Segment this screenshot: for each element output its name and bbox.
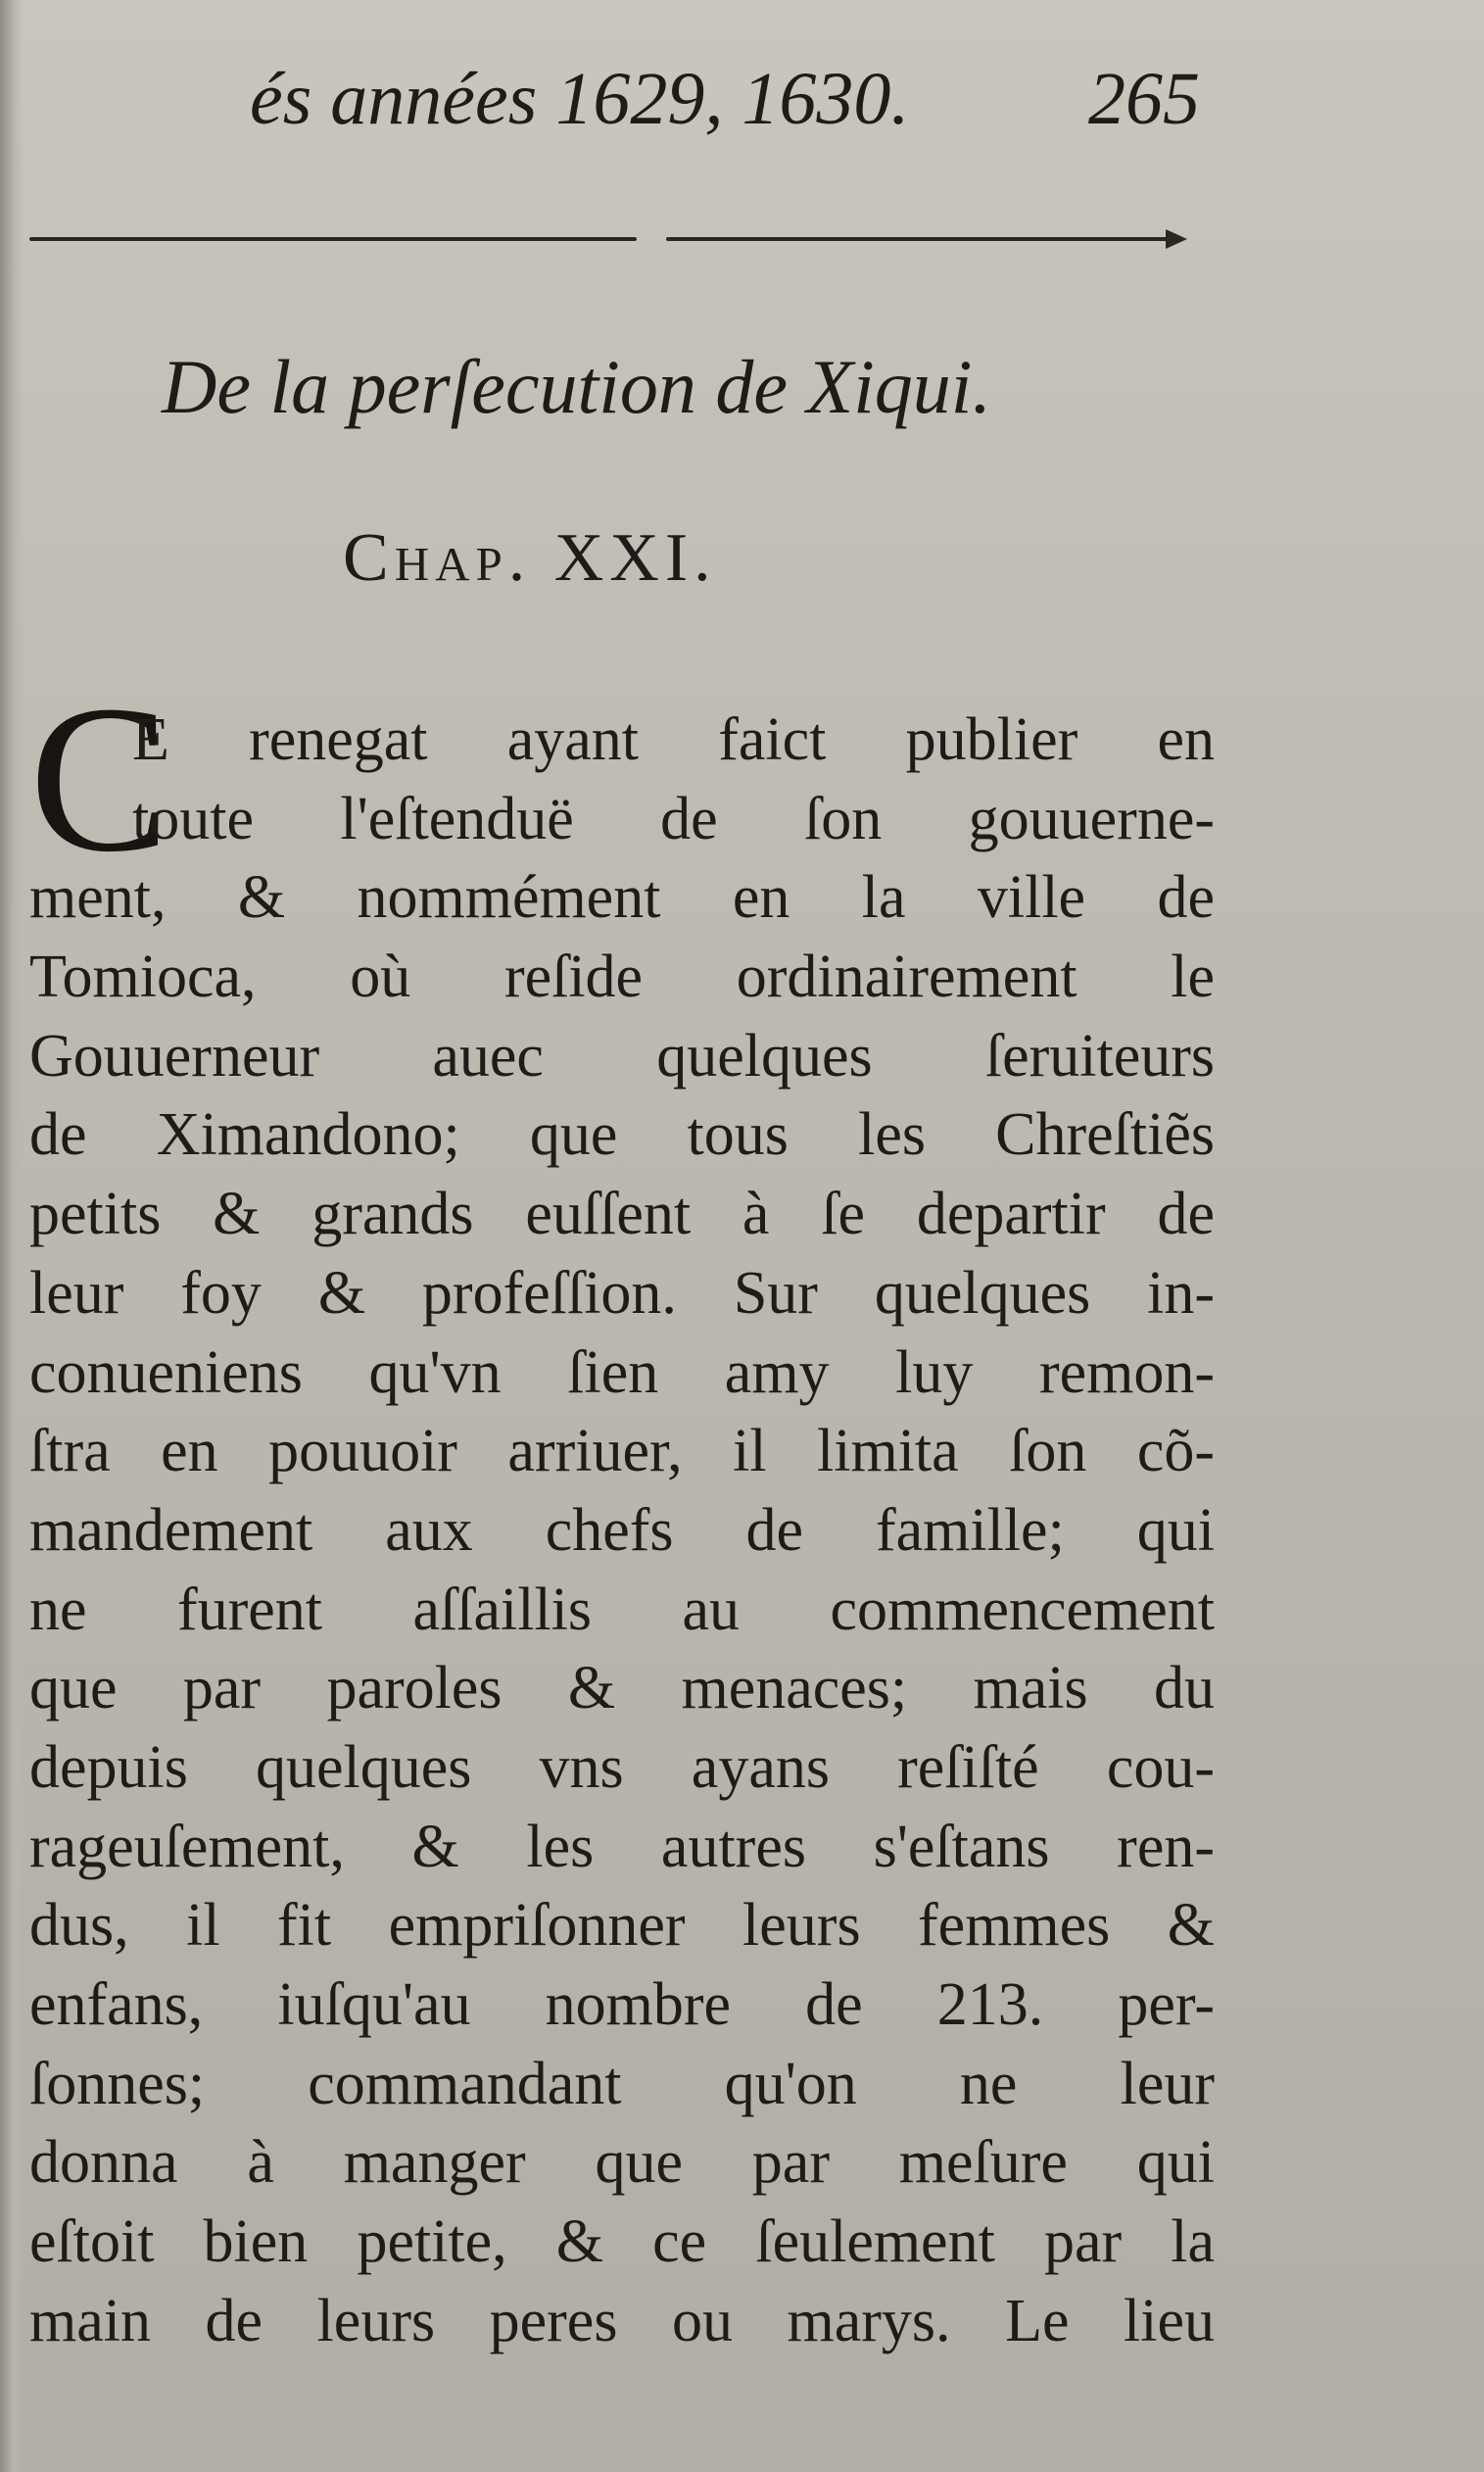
text-line: E renegat ayant faict publier en <box>132 706 1215 773</box>
text-line: leur foy & profeſſion. Sur quelques in- <box>29 1259 1215 1327</box>
chapter-number: Chap. XXI. <box>343 520 717 596</box>
text-line: enfans, iuſqu'au nombre de 213. per- <box>29 1971 1215 2038</box>
rule-segment-right <box>666 237 1171 241</box>
text-line: mandement aux chefs de famille; qui <box>29 1496 1215 1564</box>
text-line: Gouuerneur auec quelques ſeruiteurs <box>29 1022 1215 1090</box>
text-line: dus, il fit empriſonner leurs femmes & <box>29 1892 1215 1960</box>
text-line: donna à manger que par meſure qui <box>29 2129 1215 2197</box>
page-header <box>250 57 1200 155</box>
text-line: ne furent aſſaillis au commencement <box>29 1575 1215 1643</box>
header-rule <box>29 237 1185 243</box>
text-line: conueniens qu'vn ſien amy luy remon- <box>29 1338 1215 1406</box>
text-line: toute l'eſtenduë de ſon gouuerne- <box>132 785 1215 852</box>
body-text <box>29 701 1215 2360</box>
text-line: eſtoit bien petite, & ce ſeulement par la <box>29 2208 1215 2276</box>
text-line: de Ximandono; que tous les Chreſtiẽs <box>29 1101 1215 1169</box>
rule-segment-left <box>29 237 637 241</box>
text-line: main de leurs peres ou marys. Le lieu <box>29 2287 1215 2354</box>
text-line: Tomioca, où reſide ordinairement le <box>29 944 1215 1011</box>
text-line: ment, & nommément en la ville de <box>29 864 1215 932</box>
text-line: rageuſement, & les autres s'eſtans ren- <box>29 1813 1215 1880</box>
text-line: petits & grands euſſent à ſe departir de <box>29 1181 1215 1248</box>
page-number: 265 <box>1088 58 1200 140</box>
page-gutter-edge <box>0 0 24 2472</box>
text-line: ſonnes; commandant qu'on ne leur <box>29 2050 1215 2117</box>
chapter-title: De la perſecution de Xiqui. <box>162 344 991 429</box>
text-line: que par paroles & menaces; mais du <box>29 1655 1215 1722</box>
running-head: és années 1629, 1630. <box>250 58 910 140</box>
rule-arrow-icon <box>1166 229 1187 249</box>
drop-cap: C <box>29 661 170 896</box>
text-line: depuis quelques vns ayans reſiſté cou- <box>29 1733 1215 1801</box>
text-line: ſtra en pouuoir arriuer, il limita ſon cõ- <box>29 1418 1215 1485</box>
